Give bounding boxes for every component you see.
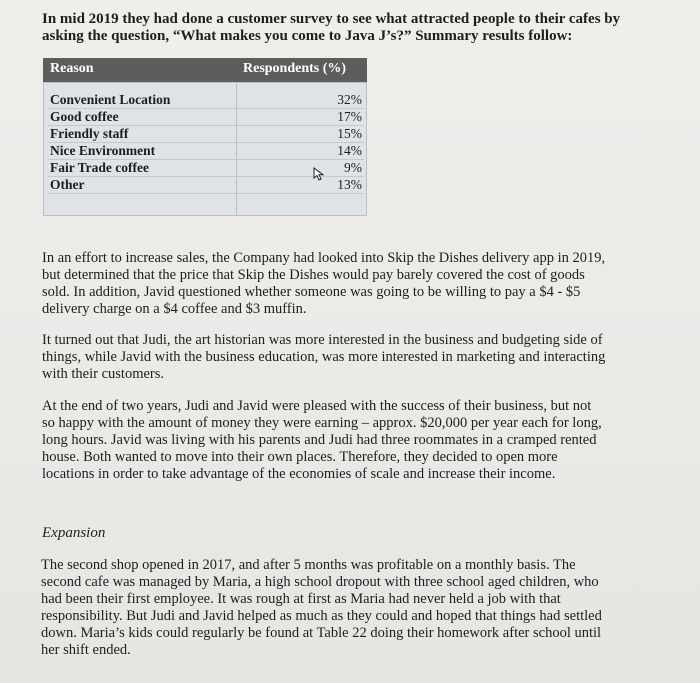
cell-reason: Nice Environment: [50, 143, 156, 158]
table-body: [43, 82, 367, 216]
text-line: things, while Javid with the business education, was more interested in marketing and interacting: [42, 349, 606, 365]
mouse-pointer-icon: [313, 167, 325, 181]
text-line: delivery charge on a $4 coffee and $3 muffin.: [42, 301, 307, 317]
text-line: asking the question, “What makes you come to Java J’s?” Summary results follow:: [42, 28, 573, 44]
table-row: [44, 109, 368, 126]
cell-reason: Good coffee: [50, 109, 119, 124]
text-line: sold. In addition, Javid questioned whether someone was going to be willing to pay a $4 - $5: [42, 284, 581, 300]
text-line: The second shop opened in 2017, and after 5 months was profitable on a monthly basis. The: [41, 557, 576, 573]
text-line: her shift ended.: [41, 642, 131, 658]
table-row: [44, 92, 368, 109]
cell-reason: Convenient Location: [50, 92, 171, 107]
text-line: house. Both wanted to move into their own places. Therefore, they decided to open more: [42, 449, 558, 465]
table-header: [43, 58, 367, 82]
cell-reason: Other: [50, 177, 85, 192]
text-line: had been their first employee. It was rough at first as Maria had never held a job with that: [41, 591, 561, 607]
text-line: second cafe was managed by Maria, a high school dropout with three school aged children, who: [41, 574, 599, 590]
cell-reason: Fair Trade coffee: [50, 160, 149, 175]
text-line: but determined that the price that Skip the Dishes would pay barely covered the cost of goods: [42, 267, 585, 283]
cell-percent: 32%: [337, 92, 362, 107]
cell-percent: 13%: [337, 177, 362, 192]
sales-paragraph: [42, 250, 605, 318]
cell-percent: 15%: [337, 126, 362, 141]
text-line: responsibility. But Judi and Javid helped as much as they could and hoped that things had settled: [41, 608, 602, 624]
expansion-paragraph: [41, 557, 602, 659]
text-line: so happy with the amount of money they were earning – approx. $20,000 per year each for long,: [42, 415, 602, 431]
section-heading: Expansion: [42, 525, 106, 541]
growth-paragraph: [42, 398, 602, 483]
table-row: [44, 143, 368, 160]
intro-paragraph: [42, 11, 620, 45]
text-line: It turned out that Judi, the art historian was more interested in the business and budgeting side of: [42, 332, 603, 348]
cell-percent: 17%: [337, 109, 362, 124]
text-line: locations in order to take advantage of the economies of scale and increase their income.: [42, 466, 556, 482]
column-header-respondents: Respondents (%): [243, 61, 347, 76]
cell-percent: 9%: [344, 160, 362, 175]
text-line: In mid 2019 they had done a customer survey to see what attracted people to their cafes by: [42, 11, 621, 27]
text-line: with their customers.: [42, 366, 165, 382]
row-rule: [48, 193, 364, 194]
table-row: [44, 126, 368, 143]
text-line: down. Maria’s kids could regularly be found at Table 22 doing their homework after school until: [41, 625, 602, 641]
column-header-reason: Reason: [50, 61, 94, 76]
cell-percent: 14%: [337, 143, 362, 158]
text-line: At the end of two years, Judi and Javid were pleased with the success of their business, but not: [42, 398, 592, 414]
roles-paragraph: [42, 332, 605, 383]
cell-reason: Friendly staff: [50, 126, 129, 141]
survey-results-table: [43, 58, 367, 216]
text-line: In an effort to increase sales, the Company had looked into Skip the Dishes delivery app in 2019,: [42, 250, 606, 266]
text-line: long hours. Javid was living with his parents and Judi had three roommates in a cramped rented: [42, 432, 597, 448]
